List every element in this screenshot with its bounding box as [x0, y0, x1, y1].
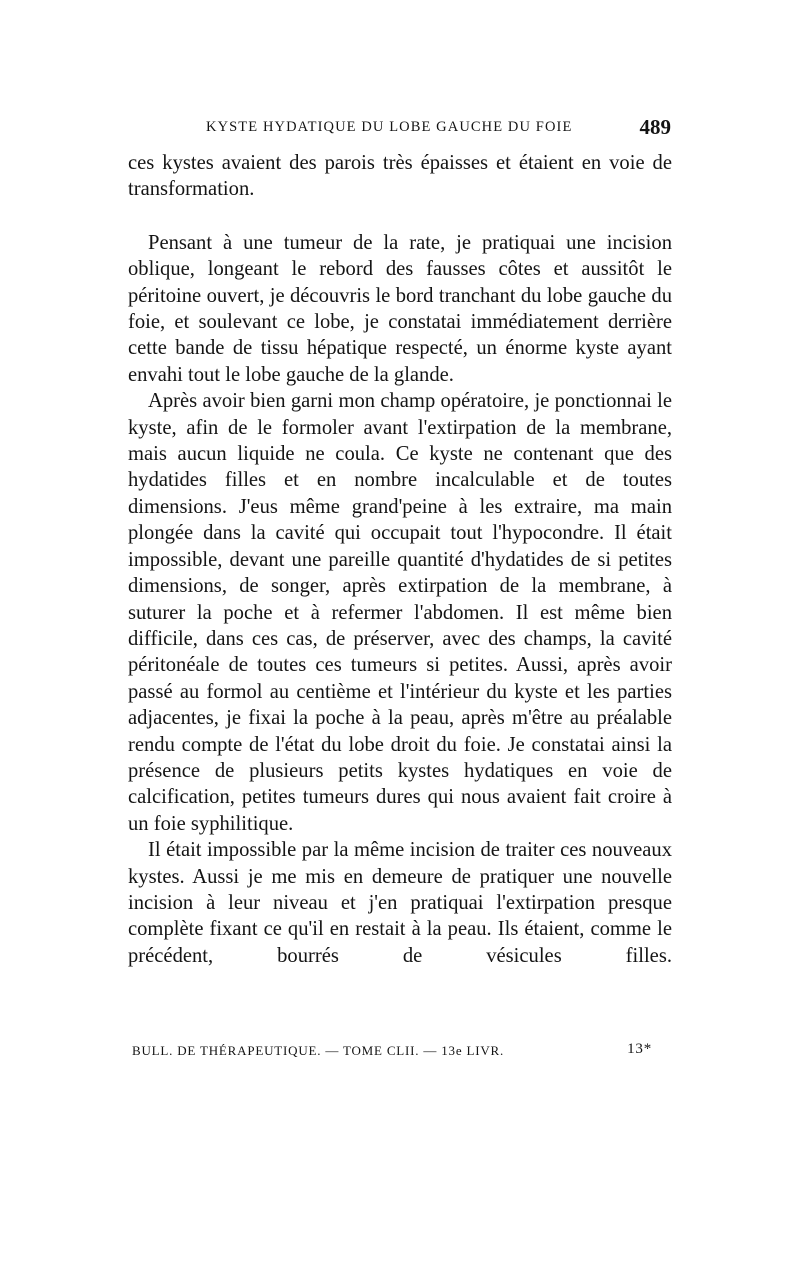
paragraph-nouveaux-kystes: Il était impossible par la même incision de traiter ces nouveaux kystes. Aussi je me mis en demeure de pratiquer une nouvelle incision à leur niveau et j'en pratiquai l'extirpation presque complète fixant ce qu'il en restait à la peau. Ils étaient, comme le précédent, bourrés de vésicules filles. — [128, 839, 672, 967]
running-title: KYSTE HYDATIQUE DU LOBE GAUCHE DU FOIE — [206, 119, 573, 135]
page-footer — [132, 1041, 652, 1061]
paragraph-incision: Pensant à une tumeur de la rate, je pratiquai une incision oblique, longeant le rebord des fausses côtes et aussitôt le péritoine ouvert, je découvris le bord tranchant du lobe gauche du foie, et soulevant ce lobe, je constatai immédiatement derrière cette bande de tissu hépatique respecté, un énorme kyste ayant envahi tout le lobe gauche de la glande. — [128, 231, 672, 386]
body-text — [128, 150, 672, 969]
page-number: 489 — [639, 115, 671, 139]
paragraph-continuation: ces kystes avaient des parois très épaisses et étaient en voie de transformation. — [128, 152, 672, 201]
journal-reference: BULL. DE THÉRAPEUTIQUE. — TOME CLII. — 13e LIVR. — [132, 1043, 505, 1058]
signature-mark: 13* — [627, 1041, 652, 1057]
running-head — [206, 117, 671, 139]
paragraph-ponction: Après avoir bien garni mon champ opératoire, je ponctionnai le kyste, afin de le formoler avant l'extirpation de la membrane, mais aucun liquide ne coula. Ce kyste ne contenant que des hydatides filles et en nombre incalculable et de toutes dimensions. J'eus même grand'peine à les extraire, ma main plongée dans la cavité qui occupait tout l'hypocondre. Il était impossible, devant une pareille quantité d'hydatides de si petites dimensions, de songer, après extirpation de la membrane, à suturer la poche et à refermer l'abdomen. Il est même bien difficile, dans ces cas, de préserver, avec des champs, la cavité péritonéale de toutes ces tumeurs si petites. Aussi, après avoir passé au formol au centième et l'intérieur du kyste et les parties adjacentes, je fixai la poche à la peau, après m'être au préalable rendu compte de l'état du lobe droit du foie. Je constatai ainsi la présence de plusieurs petits kystes hydatiques en voie de calcification, petites tumeurs dures qui nous avaient fait croire à un foie syphilitique. — [128, 390, 672, 835]
